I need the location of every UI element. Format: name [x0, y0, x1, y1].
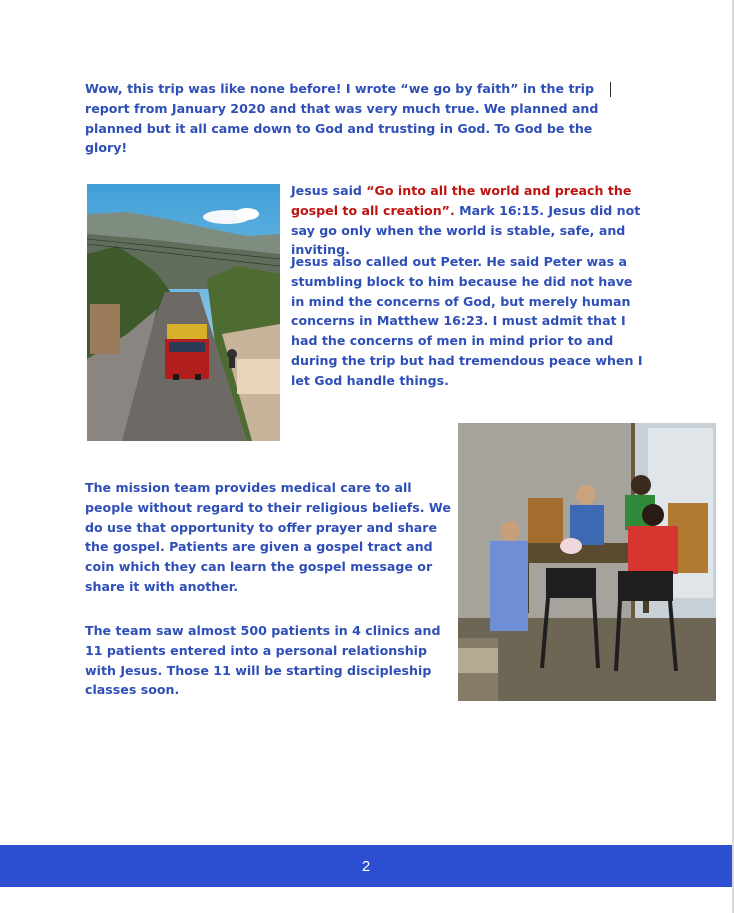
intro-paragraph: Wow, this trip was like none before! I wrote “we go by faith” in the trip report from January 2020 and that was very much true. We planned and planned but it all came down to God and trusting in God. To God be the glory!	[85, 81, 599, 156]
peter-paragraph: Jesus also called out Peter. He said Peter was a stumbling block to him because he did not have in mind the concerns of God, but merely human concerns in Matthew 16:23. I must admit that I had the concerns of men in mind prior to and during the trip but had tremendous peace when I let God handle things.	[291, 254, 643, 388]
scripture-lead: Jesus said	[291, 183, 367, 198]
scripture-quote: “Go into all the world and preach the gospel to all creation”.	[291, 183, 632, 218]
clinic-photo	[458, 423, 716, 701]
street-photo	[87, 184, 280, 441]
mission-paragraph: The mission team provides medical care to all people without regard to their religious beliefs. We do use that opportunity to offer prayer and share the gospel. Patients are given a gospel tract and coin which they can learn the gospel message or share it with another.	[85, 480, 451, 594]
page-number: 2	[361, 857, 371, 875]
text-cursor	[610, 82, 611, 97]
footer-bar	[0, 845, 732, 887]
results-paragraph: The team saw almost 500 patients in 4 clinics and 11 patients entered into a personal relationship with Jesus. Those 11 will be starting discipleship classes soon.	[85, 623, 441, 698]
scripture-paragraph	[291, 181, 643, 260]
scripture-reference: Mark 16:15. Jesus did not say go only when the world is stable, safe, and inviting.	[291, 202, 641, 258]
